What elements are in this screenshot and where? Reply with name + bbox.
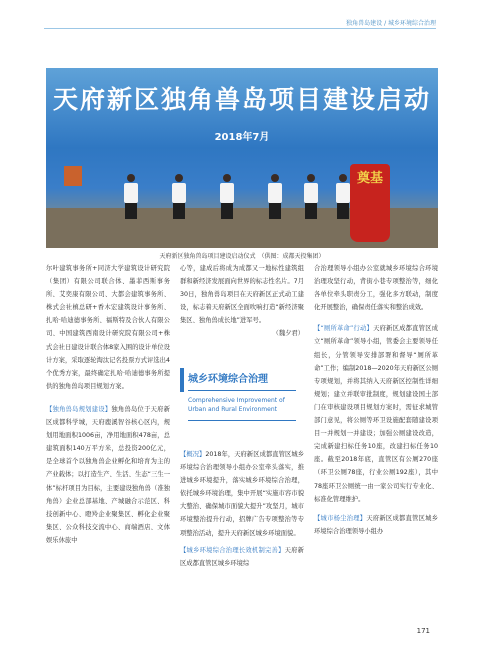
foundation-stone (350, 164, 390, 242)
column-left (46, 262, 170, 547)
banner-date: 2018年7月 (214, 132, 270, 143)
attendee (172, 174, 186, 220)
section-title-english: Comprehensive Improvement of Urban and Rural Environment (188, 397, 285, 413)
column-middle-lower (180, 448, 304, 570)
running-header: 独角兽岛建设 / 城乡环境综合治理 (346, 20, 436, 27)
section-accent-bar (180, 368, 184, 392)
section-title: 城乡环境综合治理 (188, 374, 268, 385)
section-tag: 【独角兽岛规划建设】 (46, 405, 112, 413)
paragraph: 天府新区成都直管区城乡环境综合治理领导小组办 (314, 514, 438, 535)
attendee (268, 174, 282, 220)
paragraph: 心等，建成后将成为成都又一地标性建筑组群和新经济发展面向世界的标志性名片。7月30日，独角兽岛项目在天府新区正式动工建设，标志着天府新区全面吹响打造“新经济聚集区、独角兽成长地”进军号。 (180, 265, 304, 325)
section-tag: 【“厕所革命”行动】 (314, 325, 374, 333)
attendee (124, 174, 138, 220)
paragraph: 2018年，天府新区成都直管区城乡环境综合治理领导小组办公室牵头落实，推进城乡环境提升，落实城乡环境综合治理，依托城乡环境治理，集中开展“实施市容市貌大整治、确保城市面貌大提升”攻坚月，城市环境整治提升行动，招牌广告专项整治等专项整治活动，提升天府新区城乡环境面貌。 (180, 451, 304, 537)
byline: （魏夕君） (272, 330, 304, 338)
section-tag: 【城乡环境综合治理长效机制完善】 (180, 546, 285, 554)
section-tag: 【概况】 (180, 451, 206, 458)
section-heading (180, 368, 300, 440)
photo-caption: 天府新区独角兽岛项目建设启动仪式 （供图：成都天投集团） (159, 253, 325, 260)
attendee (220, 174, 234, 220)
paragraph: 合治理领导小组办公室就城乡环境综合环境治理攻坚行动，背街小巷专项整治等，细化各单位牵头职责分工，强化多方联动，制度化开展整治，确保责任落实和整治成效。 (314, 265, 438, 312)
section-rule (188, 420, 296, 421)
paragraph: 尔叶建筑事务所+同济大学建筑设计研究院（集团）有限公司联合体、墨菲西斯事务所、艾奕康有限公司、大都会建筑事务所、株式会社槙总研+香木宏建筑设计事务所、扎哈·哈迪德事务所、福斯特及合伙人有限公司、中国建筑西南设计研究院有限公司+株式会社日建设计联合体8家入围的设计单位设计方案，采取逐轮淘汰记名投票方式评选出4个优秀方案，最终确定扎哈·哈迪德事务所提供的独角兽岛项目规划方案。 (46, 265, 170, 390)
banner-title: 天府新区独角兽岛项目建设启动 (52, 85, 431, 114)
attendee (304, 174, 318, 220)
column-right (314, 262, 438, 538)
section-rule (188, 390, 296, 391)
paragraph: 天府新区成都直管区城乡环境综 (180, 546, 304, 567)
paragraph: 独角兽岛位于天府新区成都科学城，天府鹿溪智谷核心区内，规划用地面积1006亩，净用地面积478亩，总建筑面积140万平方米，总投资200亿元，是全球首个以独角兽企业孵化和培育为主的产业载体；以打造生产、生活、生态“三生一体”标杆项目为目标，主要建设独角兽（准独角兽）企业总部基地、产城融合示范区、科技创新中心、瞪羚企业聚集区、孵化企业聚集区、公众科技交流中心、商端酒店、文体娱乐休旅中 (46, 405, 170, 544)
header-rule (44, 28, 436, 29)
page-number: 171 (416, 627, 430, 635)
paragraph: 天府新区成都直管区成立“厕所革命”领导小组，管委会主要领导任组长，分管领导安排部署和督导“厕所革命”工作；编制2018—2020年天府新区公厕专项规划，并将其纳入天府新区控制性详细规划；建立并联审批制度，规划建设国土部门在审核建设项目规划方案时，需征求城管部门意见，将公厕等环卫设施配套随建设项目一并规划一并建设；加强公厕建设改造，完成新建扫标任务10座，改建扫标任务10座。截至2018年底，直管区有公厕270座（环卫公厕78座，行业公厕192座），其中78座环卫公厕统一由一家公司实行专业化、标准化管理维护。 (314, 325, 439, 503)
foundation-stone-text: 奠基 (356, 171, 383, 186)
ceremony-photo (46, 68, 438, 248)
podium (64, 166, 82, 186)
section-tag: 【城市杨尘治理】 (314, 514, 367, 522)
column-middle (180, 262, 304, 341)
attendee (336, 174, 350, 220)
